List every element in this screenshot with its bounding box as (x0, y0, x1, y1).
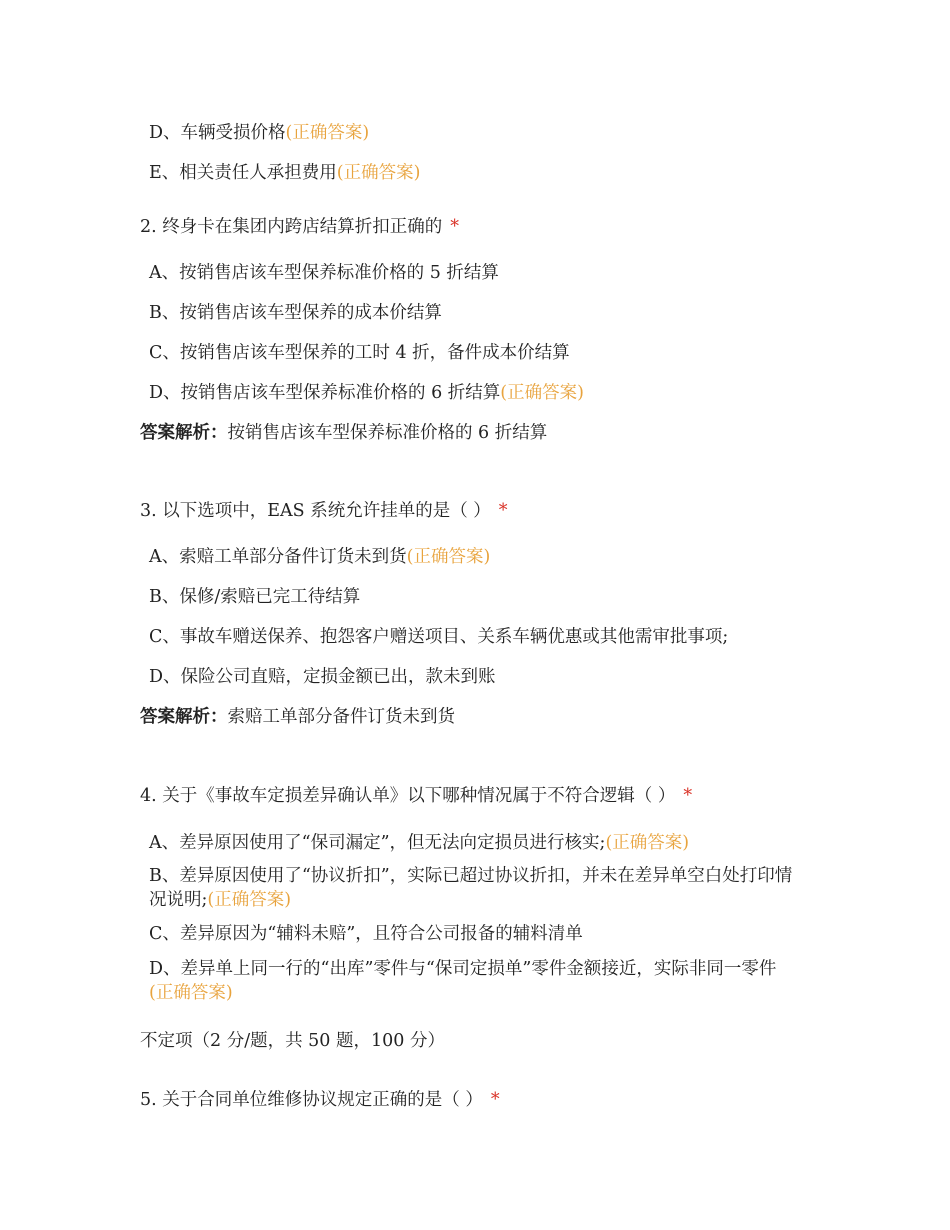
question-title-text: 3. 以下选项中，EAS 系统允许挂单的是（ ） (140, 501, 491, 521)
correct-answer-tag: (正确答案) (406, 547, 491, 567)
required-mark: * (683, 786, 693, 806)
q2-option-b (149, 301, 442, 325)
q3-option-c (149, 625, 728, 649)
q2-title (140, 215, 459, 239)
correct-answer-tag: (正确答案) (605, 833, 690, 853)
q4-option-d (149, 957, 799, 1005)
q5-title (140, 1088, 500, 1112)
option-text: E、相关责任人承担费用 (149, 163, 337, 183)
option-text: B、保修/索赔已完工待结算 (149, 587, 361, 607)
option-text: C、事故车赠送保养、抱怨客户赠送项目、关系车辆优惠或其他需审批事项; (149, 627, 729, 647)
q3-option-b (149, 585, 360, 609)
q2-option-c (149, 341, 570, 365)
correct-answer-tag: (正确答案) (500, 383, 584, 403)
q1-option-d (149, 121, 369, 145)
option-text: A、按销售店该车型保养标准价格的 5 折结算 (149, 263, 499, 283)
analysis-label: 答案解析： (140, 707, 228, 727)
option-text: D、差异单上同一行的“出库”零件与“保司定损单”零件金额接近，实际非同一零件 (149, 959, 777, 979)
option-text: B、按销售店该车型保养的成本价结算 (149, 303, 442, 323)
correct-answer-tag: (正确答案) (207, 890, 292, 910)
required-mark: * (498, 501, 508, 521)
q2-analysis (140, 421, 547, 445)
question-title-text: 4. 关于《事故车定损差异确认单》以下哪种情况属于不符合逻辑（ ） (140, 786, 676, 806)
q3-title (140, 499, 508, 523)
option-text: D、保险公司直赔，定损金额已出，款未到账 (149, 667, 496, 687)
option-text: C、按销售店该车型保养的工时 4 折，备件成本价结算 (149, 343, 570, 363)
option-text: D、按销售店该车型保养标准价格的 6 折结算 (149, 383, 501, 403)
q2-option-d (149, 381, 584, 405)
required-mark: * (450, 217, 460, 237)
option-text: C、差异原因为“辅料未赔”，且符合公司报备的辅料清单 (149, 924, 583, 944)
option-text: A、索赔工单部分备件订货未到货 (149, 547, 407, 567)
option-text: B、差异原因使用了“协议折扣”，实际已超过协议折扣，并未在差异单空白处打印情况说明; (149, 866, 793, 910)
q3-option-d (149, 665, 496, 689)
section-heading (140, 1029, 445, 1053)
section-heading-text: 不定项（2 分/题，共 50 题，100 分） (140, 1031, 445, 1051)
correct-answer-tag: (正确答案) (336, 163, 421, 183)
analysis-label: 答案解析： (140, 423, 228, 443)
analysis-text: 索赔工单部分备件订货未到货 (227, 707, 455, 727)
q4-option-c (149, 922, 583, 946)
q2-option-a (149, 261, 499, 285)
question-title-text: 5. 关于合同单位维修协议规定正确的是（ ） (140, 1090, 483, 1110)
required-mark: * (490, 1090, 500, 1110)
q3-analysis (140, 705, 455, 729)
correct-answer-tag: (正确答案) (149, 983, 233, 1003)
analysis-text: 按销售店该车型保养标准价格的 6 折结算 (227, 423, 548, 443)
q4-option-b (149, 864, 799, 912)
q1-option-e (149, 161, 420, 185)
correct-answer-tag: (正确答案) (285, 123, 370, 143)
question-title-text: 2. 终身卡在集团内跨店结算折扣正确的 (140, 217, 443, 237)
option-text: A、差异原因使用了“保司漏定”，但无法向定损员进行核实; (149, 833, 606, 853)
q3-option-a (149, 545, 490, 569)
q4-option-a (149, 831, 689, 855)
q4-title (140, 784, 692, 808)
option-text: D、车辆受损价格 (149, 123, 286, 143)
